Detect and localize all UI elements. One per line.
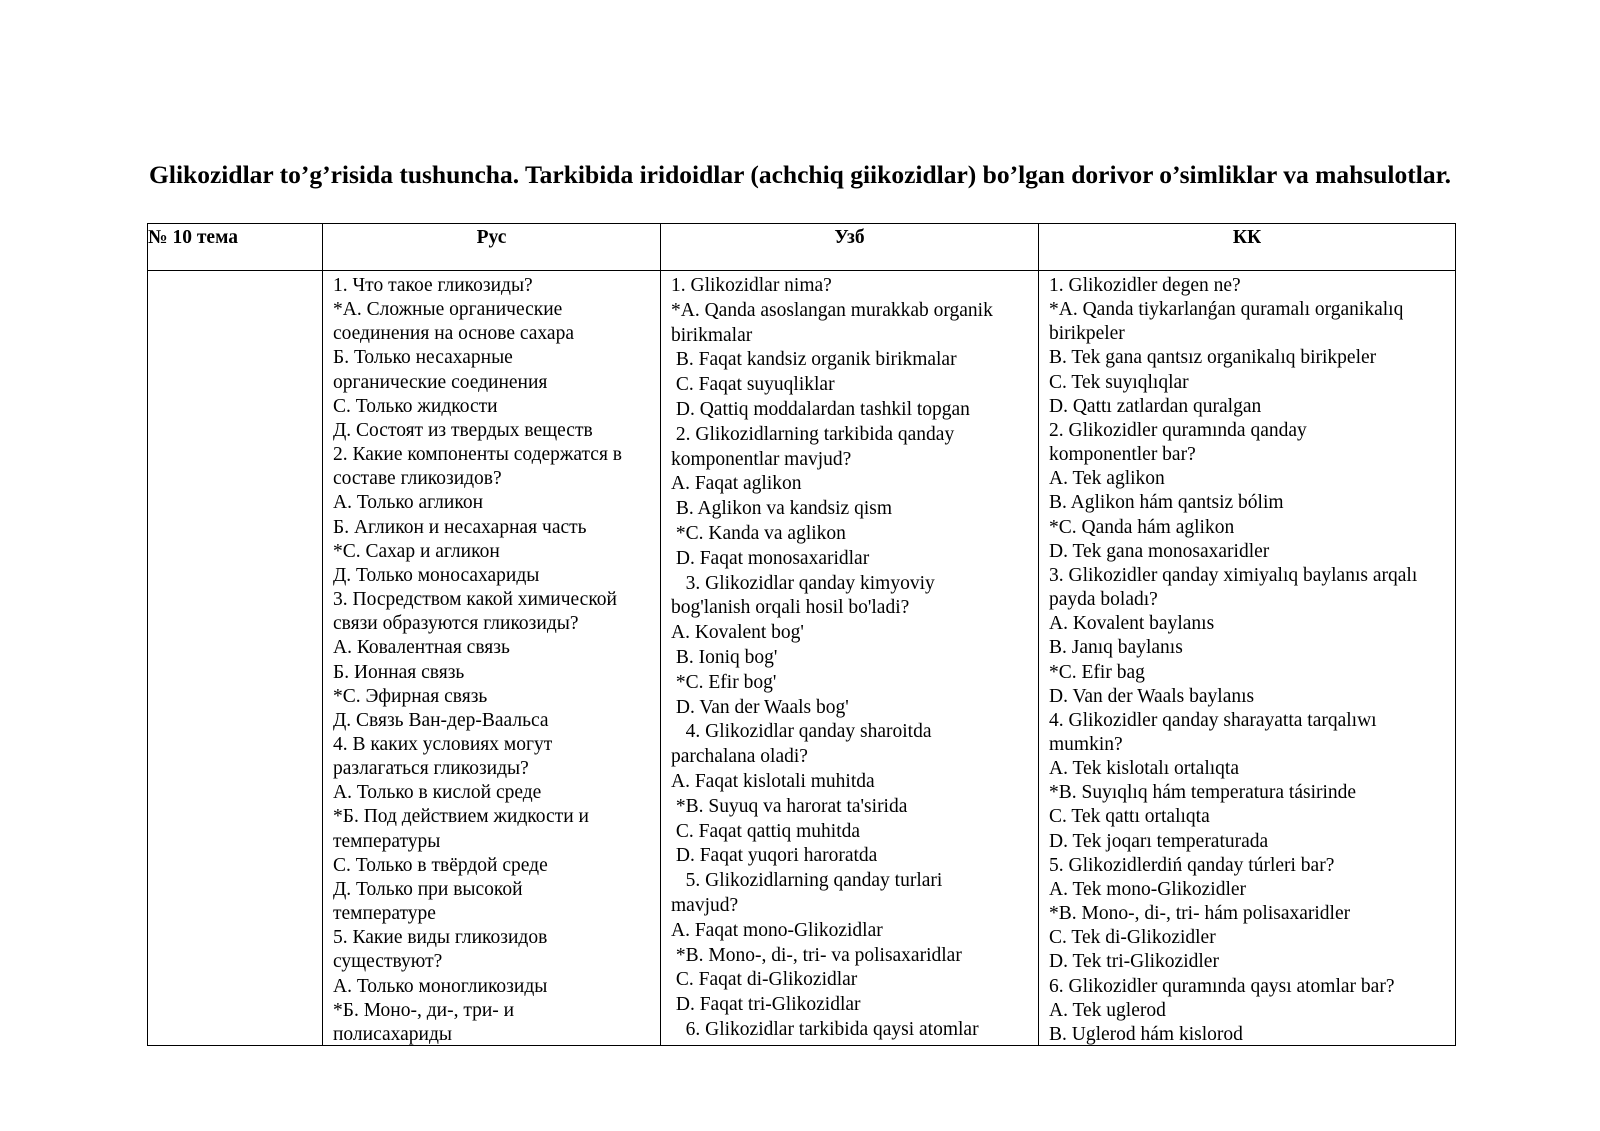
text-line: 2. Glikozidler quramında qanday: [1049, 419, 1307, 441]
text-line: 6. Glikozidlar tarkibida qaysi atomlar: [671, 1018, 979, 1040]
text-line: составе гликозидов?: [333, 468, 502, 490]
text-line: температуры: [333, 830, 441, 852]
text-line: C. Faqat suyuqliklar: [671, 374, 835, 396]
text-line: A. Faqat kislotali muhitda: [671, 770, 875, 792]
text-line: *С. Эфирная связь: [333, 685, 488, 707]
text-line: B. Uglerod hám kislorod: [1049, 1023, 1243, 1045]
document-title: Glikozidlar to’g’risida tushuncha. Tarkibida iridoidlar (achchiq giikozidlar) bo’lgan dorivor o’simliklar va mahsulotlar.: [149, 160, 1451, 189]
header-uzbek: Узб: [661, 224, 1039, 271]
text-line: *С. Сахар и агликон: [333, 540, 500, 562]
table-header-row: [148, 224, 1456, 271]
text-line: Д. Только моносахариды: [333, 564, 540, 586]
text-line: C. Faqat di-Glikozidlar: [671, 969, 858, 991]
text-line: mavjud?: [671, 894, 739, 916]
text-line: *Б. Моно-, ди-, три- и: [333, 999, 515, 1021]
text-line: C. Faqat qattiq muhitda: [671, 820, 861, 842]
text-line: *C. Qanda hám aglikon: [1049, 516, 1235, 538]
text-line: А. Только агликон: [333, 492, 484, 514]
text-line: bog'lanish orqali hosil bo'ladi?: [671, 597, 910, 619]
text-line: D. Van der Waals baylanıs: [1049, 685, 1255, 707]
text-line: B. Ioniq bog': [671, 646, 778, 668]
text-line: *C. Efir bag: [1049, 661, 1145, 683]
text-line: C. Tek qattı ortalıqta: [1049, 806, 1210, 828]
text-line: *B. Mono-, di-, tri- va polisaxaridlar: [671, 944, 962, 966]
text-line: A. Tek kislotalı ortalıqta: [1049, 758, 1239, 780]
text-line: B. Aglikon va kandsiz qism: [671, 498, 892, 520]
text-line: 6. Glikozidler quramında qaysı atomlar bar?: [1049, 975, 1395, 997]
header-karakalpak: КК: [1039, 224, 1456, 271]
text-line: 1. Что такое гликозиды?: [333, 275, 533, 296]
text-line: *A. Qanda tiykarlanǵan quramalı organikalıq: [1049, 299, 1404, 321]
text-line: связи образуются гликозиды?: [333, 613, 579, 635]
text-line: C. Tek suyıqlıqlar: [1049, 371, 1189, 393]
header-topic: № 10 тема: [148, 224, 323, 271]
text-line: *Б. Под действием жидкости и: [333, 806, 589, 828]
text-line: 5. Glikozidlarning qanday turlari: [671, 870, 943, 892]
text-line: органические соединения: [333, 371, 548, 393]
text-line: parchalana oladi?: [671, 746, 808, 768]
text-line: 4. В каких условиях могут: [333, 733, 553, 755]
text-line: 1. Glikozidlar nima?: [671, 275, 832, 296]
text-line: D. Qattiq moddalardan tashkil topgan: [671, 398, 970, 420]
text-line: birikpeler: [1049, 323, 1125, 345]
text-line: A. Tek uglerod: [1049, 999, 1166, 1021]
header-russian: Рус: [323, 224, 661, 271]
text-line: D. Faqat monosaxaridlar: [671, 547, 870, 569]
table-body-row: [148, 271, 1456, 1046]
text-line: komponentler bar?: [1049, 444, 1196, 466]
text-line: 4. Glikozidler qanday sharayatta tarqalıwı: [1049, 709, 1377, 731]
text-line: *C. Efir bog': [671, 671, 777, 693]
text-line: birikmalar: [671, 324, 753, 346]
text-line: Д. Состоят из твердых веществ: [333, 419, 593, 441]
text-line: 5. Какие виды гликозидов: [333, 927, 548, 949]
text-line: соединения на основе сахара: [333, 323, 574, 345]
russian-questions-cell: [323, 271, 661, 1046]
text-line: *B. Suyuq va harorat ta'sirida: [671, 795, 908, 817]
text-line: С. Только жидкости: [333, 395, 498, 417]
text-line: А. Ковалентная связь: [333, 637, 510, 659]
text-line: A. Tek mono-Glikozidler: [1049, 878, 1247, 900]
text-line: A. Faqat mono-Glikozidlar: [671, 919, 883, 941]
text-line: D. Qattı zatlardan quralgan: [1049, 395, 1262, 417]
text-line: А. Только моногликозиды: [333, 975, 548, 997]
text-line: разлагаться гликозиды?: [333, 758, 529, 780]
text-line: *А. Сложные органические: [333, 299, 563, 321]
text-line: Д. Только при высокой: [333, 878, 523, 900]
text-line: *C. Kanda va aglikon: [671, 522, 846, 544]
text-line: B. Janıq baylanıs: [1049, 637, 1183, 659]
text-line: 2. Какие компоненты содержатся в: [333, 444, 623, 466]
text-line: A. Kovalent bog': [671, 622, 804, 644]
text-line: существуют?: [333, 951, 443, 973]
text-line: 4. Glikozidlar qanday sharoitda: [671, 721, 932, 743]
text-line: B. Tek gana qantsız organikalıq birikpeler: [1049, 347, 1377, 369]
text-line: Б. Ионная связь: [333, 661, 465, 683]
text-line: *B. Suyıqlıq hám temperatura tásirinde: [1049, 782, 1357, 804]
text-line: komponentlar mavjud?: [671, 448, 852, 470]
topic-cell: [148, 271, 323, 1046]
text-line: 5. Glikozidlerdiń qanday túrleri bar?: [1049, 854, 1335, 876]
text-line: mumkin?: [1049, 733, 1123, 755]
text-line: Б. Только несахарные: [333, 347, 513, 369]
text-line: D. Faqat tri-Glikozidlar: [671, 994, 861, 1016]
karakalpak-questions-cell: [1039, 271, 1456, 1046]
text-line: С. Только в твёрдой среде: [333, 854, 548, 876]
text-line: A. Tek aglikon: [1049, 468, 1165, 490]
text-line: полисахариды: [333, 1023, 452, 1045]
text-line: 3. Посредством какой химической: [333, 589, 617, 611]
text-line: D. Faqat yuqori haroratda: [671, 845, 878, 867]
text-line: Б. Агликон и несахарная часть: [333, 516, 587, 538]
text-line: C. Tek di-Glikozidler: [1049, 927, 1216, 949]
text-line: *A. Qanda asoslangan murakkab organik: [671, 299, 993, 321]
text-line: D. Tek joqarı temperaturada: [1049, 830, 1269, 852]
text-line: A. Kovalent baylanıs: [1049, 613, 1215, 635]
text-line: D. Tek tri-Glikozidler: [1049, 951, 1219, 973]
text-line: B. Aglikon hám qantsiz bólim: [1049, 492, 1284, 514]
text-line: B. Faqat kandsiz organik birikmalar: [671, 349, 957, 371]
text-line: D. Tek gana monosaxaridler: [1049, 540, 1270, 562]
uzbek-questions-cell: [661, 271, 1039, 1046]
text-line: 2. Glikozidlarning tarkibida qanday: [671, 423, 955, 445]
text-line: D. Van der Waals bog': [671, 696, 849, 718]
text-line: температуре: [333, 903, 436, 925]
text-line: 3. Glikozidlar qanday kimyoviy: [671, 572, 935, 594]
text-line: А. Только в кислой среде: [333, 782, 542, 804]
text-line: Д. Связь Ван-дер-Ваальса: [333, 709, 549, 731]
text-line: *B. Mono-, di-, tri- hám polisaxaridler: [1049, 903, 1351, 925]
text-line: 1. Glikozidler degen ne?: [1049, 275, 1241, 296]
text-line: 3. Glikozidler qanday ximiyalıq baylanıs arqalı: [1049, 564, 1418, 586]
text-line: A. Faqat aglikon: [671, 473, 802, 495]
questions-table: [147, 223, 1456, 1046]
text-line: payda boladı?: [1049, 589, 1158, 611]
